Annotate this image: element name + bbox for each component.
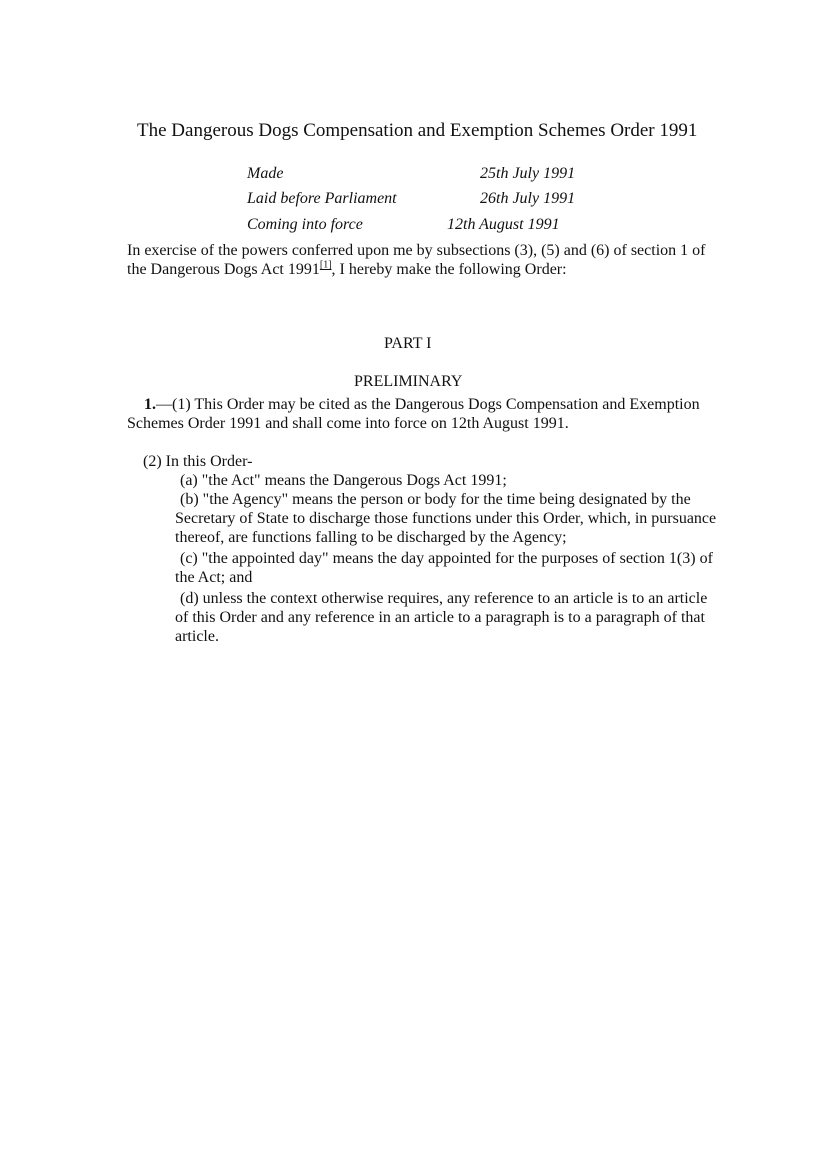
footnote-ref-link[interactable]: [1] [319, 259, 332, 271]
article-dash-para: —(1) [156, 396, 191, 413]
preamble-text-before: the Dangerous Dogs Act 1991 [127, 261, 320, 278]
preamble-text-after: , I hereby make the following Order: [331, 261, 567, 278]
date-label-in-force: Coming into force [247, 216, 363, 233]
part-subheading: PRELIMINARY [354, 373, 463, 390]
definition-d-line-3: article. [175, 628, 219, 645]
date-label-laid: Laid before Parliament [247, 190, 397, 207]
definition-b-line-3: thereof, are functions falling to be discharged by the Agency; [175, 529, 567, 546]
definition-d-line-2: of this Order and any reference in an article to a paragraph is to a paragraph of that [175, 609, 705, 626]
article-text: This Order may be cited as the Dangerous Dogs Compensation and Exemption [190, 396, 700, 413]
para-2-intro: (2) In this Order- [143, 453, 253, 470]
date-value-made: 25th July 1991 [480, 165, 576, 182]
definition-a-line-1: (a) "the Act" means the Dangerous Dogs Act 1991; [180, 472, 507, 489]
part-heading: PART I [384, 335, 432, 352]
date-label-made: Made [247, 165, 284, 182]
date-value-in-force: 12th August 1991 [447, 216, 560, 233]
article-1-line-1 [144, 395, 700, 414]
date-value-laid: 26th July 1991 [480, 190, 576, 207]
preamble-line-2 [127, 260, 567, 279]
definition-c-line-1: (c) "the appointed day" means the day appointed for the purposes of section 1(3) of [180, 550, 713, 567]
definition-d-line-1: (d) unless the context otherwise requires, any reference to an article is to an article [180, 590, 708, 607]
article-1-line-2: Schemes Order 1991 and shall come into force on 12th August 1991. [127, 415, 569, 432]
preamble-line-1: In exercise of the powers conferred upon me by subsections (3), (5) and (6) of section 1 of [127, 242, 706, 259]
definition-c-line-2: the Act; and [175, 569, 253, 586]
definition-b-line-1: (b) "the Agency" means the person or body for the time being designated by the [180, 491, 691, 508]
article-number: 1. [144, 396, 156, 413]
definition-b-line-2: Secretary of State to discharge those functions under this Order, which, in pursuance [175, 510, 717, 527]
document-title: The Dangerous Dogs Compensation and Exemption Schemes Order 1991 [137, 120, 698, 141]
